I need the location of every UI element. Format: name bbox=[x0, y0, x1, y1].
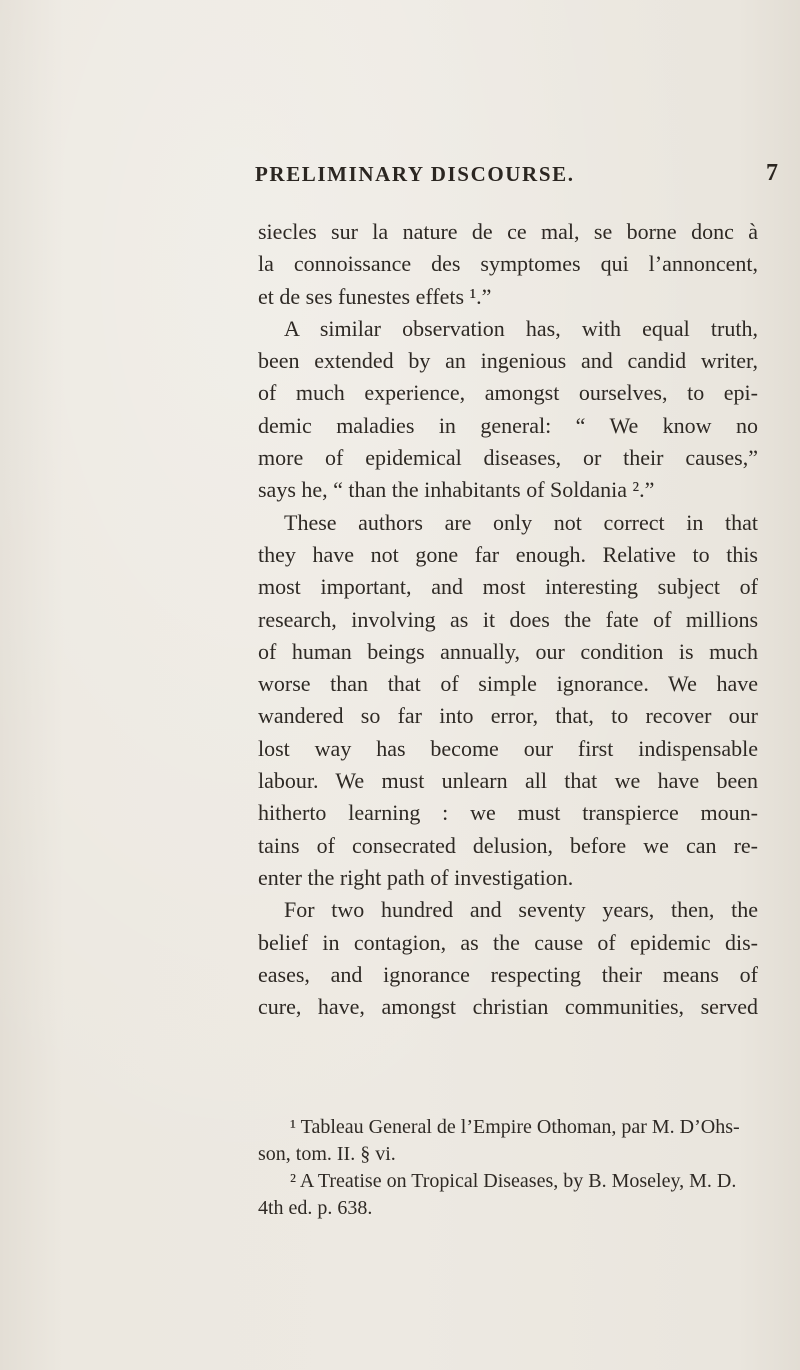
body-text bbox=[258, 216, 758, 1023]
text-line: belief in contagion, as the cause of epidemic dis- bbox=[258, 929, 758, 955]
text-line: These authors are only not correct in that bbox=[284, 509, 758, 535]
page-number: 7 bbox=[766, 160, 778, 186]
text-line: been extended by an ingenious and candid writer, bbox=[258, 348, 758, 374]
text-line: of much experience, amongst ourselves, to epi- bbox=[258, 380, 758, 406]
text-line: wandered so far into error, that, to recover our bbox=[258, 703, 758, 729]
running-header bbox=[0, 162, 800, 196]
text-line: more of epidemical diseases, or their causes,” bbox=[258, 445, 758, 471]
text-line: A similar observation has, with equal truth, bbox=[284, 315, 758, 341]
text-line: lost way has become our first indispensable bbox=[258, 735, 758, 761]
text-line: labour. We must unlearn all that we have been bbox=[258, 768, 758, 794]
text-line: they have not gone far enough. Relative to this bbox=[258, 541, 758, 567]
running-title: PRELIMINARY DISCOURSE. bbox=[255, 162, 575, 186]
text-line: of human beings annually, our condition is much bbox=[258, 638, 758, 664]
footnote-line: ² A Treatise on Tropical Diseases, by B. Moseley, M. D. bbox=[290, 1170, 737, 1192]
footnote-line: ¹ Tableau General de l’Empire Othoman, par M. D’Ohs- bbox=[290, 1116, 740, 1138]
footnotes bbox=[258, 1114, 758, 1222]
text-line: research, involving as it does the fate of millions bbox=[258, 606, 758, 632]
text-line: demic maladies in general: “ We know no bbox=[258, 412, 758, 438]
text-line: tains of consecrated delusion, before we can re- bbox=[258, 832, 758, 858]
text-line: worse than that of simple ignorance. We have bbox=[258, 671, 758, 697]
text-line: For two hundred and seventy years, then, the bbox=[284, 897, 758, 923]
text-line: most important, and most interesting subject of bbox=[258, 574, 758, 600]
text-line: siecles sur la nature de ce mal, se borne donc à bbox=[258, 219, 758, 244]
text-line: says he, “ than the inhabitants of Soldania ².” bbox=[258, 477, 655, 503]
text-line: hitherto learning : we must transpierce moun- bbox=[258, 800, 758, 826]
text-line: enter the right path of investigation. bbox=[258, 864, 574, 890]
text-line: eases, and ignorance respecting their means of bbox=[258, 961, 758, 987]
text-line: et de ses funestes effets ¹.” bbox=[258, 283, 492, 309]
text-line: la connoissance des symptomes qui l’annoncent, bbox=[258, 251, 758, 277]
footnote-line: son, tom. II. § vi. bbox=[258, 1143, 396, 1165]
footnote-line: 4th ed. p. 638. bbox=[258, 1197, 373, 1219]
text-line: cure, have, amongst christian communities, served bbox=[258, 994, 758, 1020]
